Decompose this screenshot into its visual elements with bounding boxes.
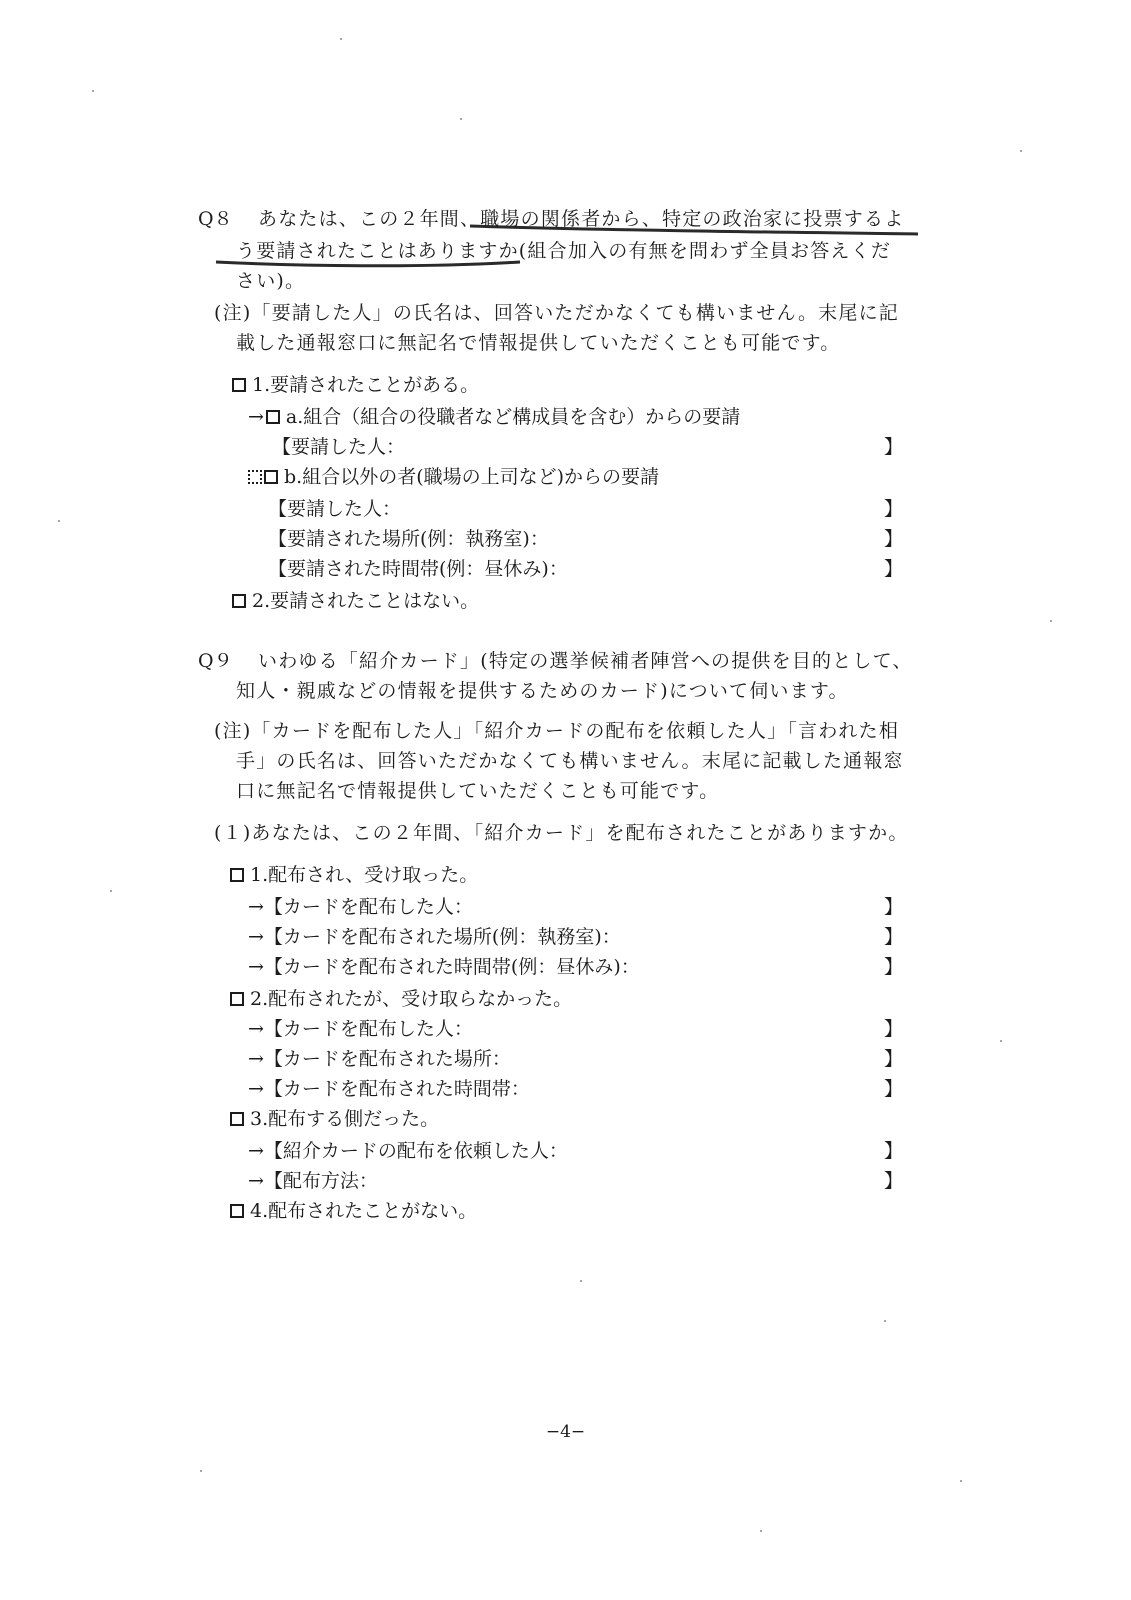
bracket-close: 】 (884, 1078, 904, 1100)
scan-speck (58, 520, 60, 522)
q9-option-2 (230, 986, 572, 1012)
q9-option-3-requester-field (248, 1138, 568, 1164)
q9-option-1-place-field (248, 924, 621, 950)
q9-label: Q９ (198, 650, 233, 672)
page-number: −4− (545, 1422, 586, 1442)
q9-note-line-1: (注)「カードを配布した人」「紹介カードの配布を依頼した人」「言われた相 (214, 720, 900, 742)
q9-option-3-requester-label: 【紹介カードの配布を依頼した人： (263, 1140, 568, 1162)
q8-option-1-checkbox[interactable] (232, 378, 246, 392)
q8-note-line-2: 載した通報窓口に無記名で情報提供していただくことも可能です。 (236, 332, 841, 354)
q9-option-2-time-label: 【カードを配布された時間帯： (263, 1078, 530, 1100)
bracket-close: 】 (884, 926, 904, 948)
q9-option-4-label: 4.配布されたことがない。 (250, 1200, 478, 1222)
arrow-icon: → (248, 1170, 264, 1192)
bracket-close: 】 (884, 956, 904, 978)
q8-option-1b (248, 464, 659, 490)
q8-option-1b-label: b.組合以外の者(職場の上司など)からの要請 (284, 466, 660, 488)
bracket-close: 】 (884, 1170, 904, 1192)
scan-speck (1050, 620, 1052, 622)
q9-option-2-place-field (248, 1046, 511, 1072)
arrow-icon: → (248, 1078, 264, 1100)
q9-option-1-person-label: 【カードを配布した人： (263, 896, 473, 918)
bracket-close: 】 (884, 528, 904, 550)
arrow-icon: → (248, 926, 264, 948)
q9-option-2-time-field (248, 1076, 530, 1102)
q8-option-1a-person-field: 【要請した人： (272, 436, 406, 458)
q8-option-1b-person-field: 【要請した人： (268, 498, 402, 520)
q8-text-line-2: う要請されたことはありますか(組合加入の有無を問わず全員お答えくだ (236, 240, 892, 262)
q8-option-1 (232, 372, 479, 398)
bracket-close: 】 (884, 498, 904, 520)
arrow-icon: → (248, 1018, 264, 1040)
q9-option-3-method-label: 【配布方法： (263, 1170, 378, 1192)
q9-option-1-person-field (248, 894, 473, 920)
q9-subquestion-1: (１)あなたは、この２年間、「紹介カード」を配布されたことがありますか。 (214, 822, 909, 844)
q8-option-2 (232, 588, 479, 614)
q8-note-line-1: (注)「要請した人」の氏名は、回答いただかなくても構いません。末尾に記 (214, 302, 899, 324)
q9-option-3-checkbox[interactable] (230, 1112, 244, 1126)
arrow-icon: → (248, 956, 264, 978)
q9-note-line-3: 口に無記名で情報提供していただくことも可能です。 (236, 780, 720, 802)
q9-option-2-person-field (248, 1016, 473, 1042)
bracket-close: 】 (884, 436, 904, 458)
q8-text-line-1: あなたは、この２年間、職場の関係者から、特定の政治家に投票するよ (258, 208, 905, 230)
scan-speck (460, 118, 462, 120)
q9-option-3-method-field (248, 1168, 378, 1194)
q8-option-2-label: 2.要請されたことはない。 (252, 590, 480, 612)
arrow-icon: → (248, 1048, 264, 1070)
scan-speck (92, 90, 94, 92)
scan-speck (110, 890, 112, 892)
q8-option-1a-checkbox[interactable] (266, 410, 280, 424)
q9-option-2-checkbox[interactable] (230, 992, 244, 1006)
q9-option-1-time-label: 【カードを配布された時間帯(例：昼休み)： (263, 956, 640, 978)
arrow-icon: → (248, 406, 264, 428)
q8-option-1b-place-field: 【要請された場所(例：執務室)： (268, 528, 549, 550)
scan-speck (1020, 150, 1022, 152)
q9-option-3 (230, 1106, 439, 1132)
scan-speck (960, 1480, 962, 1482)
bracket-close: 】 (884, 1018, 904, 1040)
q9-option-1-label: 1.配布され、受け取った。 (250, 864, 479, 886)
q9-option-2-label: 2.配布されたが、受け取らなかった。 (250, 988, 573, 1010)
q9-option-1 (230, 862, 478, 888)
bracket-close: 】 (884, 1140, 904, 1162)
scan-speck (200, 1470, 202, 1472)
q9-text-line-1: いわゆる「紹介カード」(特定の選挙候補者陣営への提供を目的として、 (258, 650, 913, 672)
q9-option-4-checkbox[interactable] (230, 1204, 244, 1218)
q9-option-1-time-field (248, 954, 640, 980)
q9-note-line-2: 手」の氏名は、回答いただかなくても構いません。末尾に記載した通報窓 (236, 750, 904, 772)
q9-option-2-person-label: 【カードを配布した人： (263, 1018, 473, 1040)
q8-option-1b-checkbox[interactable] (264, 470, 278, 484)
scan-speck (760, 1530, 762, 1532)
arrow-icon: → (248, 1140, 264, 1162)
q9-option-4 (230, 1198, 477, 1224)
q8-label: Q８ (198, 208, 233, 230)
q8-option-1b-time-field: 【要請された時間帯(例：昼休み)： (268, 558, 568, 580)
scan-speck (1000, 1040, 1002, 1042)
q8-text-line-3: さい)。 (236, 270, 306, 292)
bracket-close: 】 (884, 896, 904, 918)
scan-speck (580, 1280, 582, 1282)
q9-option-3-label: 3.配布する側だった。 (250, 1108, 440, 1130)
q8-option-1a (248, 404, 740, 430)
scan-speck (340, 38, 342, 40)
q9-option-1-checkbox[interactable] (230, 868, 244, 882)
q9-option-2-place-label: 【カードを配布された場所： (263, 1048, 511, 1070)
dotted-box-icon (248, 470, 262, 484)
q9-text-line-2: 知人・親戚などの情報を提供するためのカード)について伺います。 (236, 680, 849, 702)
q9-option-1-place-label: 【カードを配布された場所(例：執務室)： (263, 926, 621, 948)
q8-option-1a-label: a.組合（組合の役職者など構成員を含む）からの要請 (285, 406, 741, 428)
bracket-close: 】 (884, 1048, 904, 1070)
q8-option-1-label: 1.要請されたことがある。 (252, 374, 480, 396)
arrow-icon: → (248, 896, 264, 918)
q8-option-2-checkbox[interactable] (232, 594, 246, 608)
bracket-close: 】 (884, 558, 904, 580)
scan-speck (884, 1320, 886, 1322)
